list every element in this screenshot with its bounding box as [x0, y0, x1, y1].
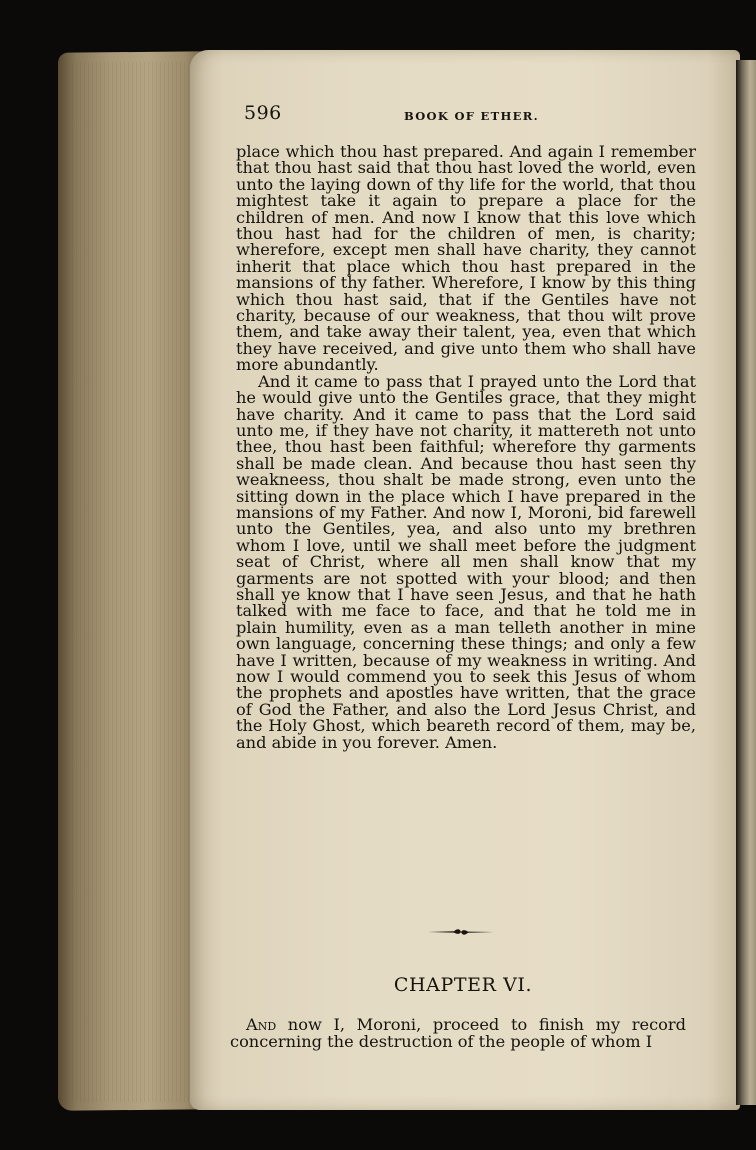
chapter-lead-word: And — [246, 1015, 277, 1034]
page-number: 596 — [244, 102, 282, 124]
paragraph-2: And it came to pass that I prayed unto the Lord that he would give unto the Gentiles grace, that they might have charity. And it came to pass that the Lord said unto me, if they have not charity, it mattereth not unto thee, thou hast been faithful; wherefore thy garments shall be made clean. And because thou hast seen thy weakneess, thou shalt be made strong, even unto the sitting down in the place which I have prepared in the mansions of my Father. And now I, Moroni, bid farewell unto the Gentiles, yea, and also unto my brethren whom I love, until we shall meet before the judgment seat of Christ, where all men shall know that my garments are not spotted with your blood; and then shall ye know that I have seen Jesus, and that he hath talked with me face to face, and that he told me in plain humility, even as a man telleth another in mine own language, concerning these things; and only a few have I written, because of my weakness in writing. And now I would commend you to seek this Jesus of whom the prophets and apostles have written, that the grace of God the Father, and also the Lord Jesus Christ, and the Holy Ghost, which beareth record of them, may be, and abide in you forever. Amen. — [236, 371, 696, 752]
page-edge-texture — [72, 62, 197, 1102]
chapter-heading: CHAPTER VI. — [393, 974, 533, 996]
book-title: BOOK OF ETHER. — [404, 109, 539, 123]
page-content — [230, 100, 696, 1051]
running-head — [230, 100, 696, 136]
facing-page-edge — [736, 60, 756, 1105]
body-text — [236, 144, 696, 751]
chapter-opening-text — [230, 1017, 686, 1050]
paragraph-1: place which thou hast prepared. And again I remember that thou hast said that thou hast loved the world, even unto the laying down of thy life for the world, that thou mightest take it again to prepare a place for the children of men. And now I know that this love which thou hast had for the children of men, is charity; wherefore, except men shall have charity, they cannot inherit that place which thou hast prepared in the mansions of thy father. Wherefore, I know by this thing which thou hast said, that if the Gentiles have not charity, because of our weakness, that thou wilt prove them, and take away their talent, yea, even that which they have received, and give unto them who shall have more abundantly. — [236, 142, 696, 375]
ornament-divider-icon — [426, 925, 496, 939]
chapter-text-body: now I, Moroni, proceed to finish my record concerning the destruction of the people of whom I — [230, 1015, 686, 1051]
